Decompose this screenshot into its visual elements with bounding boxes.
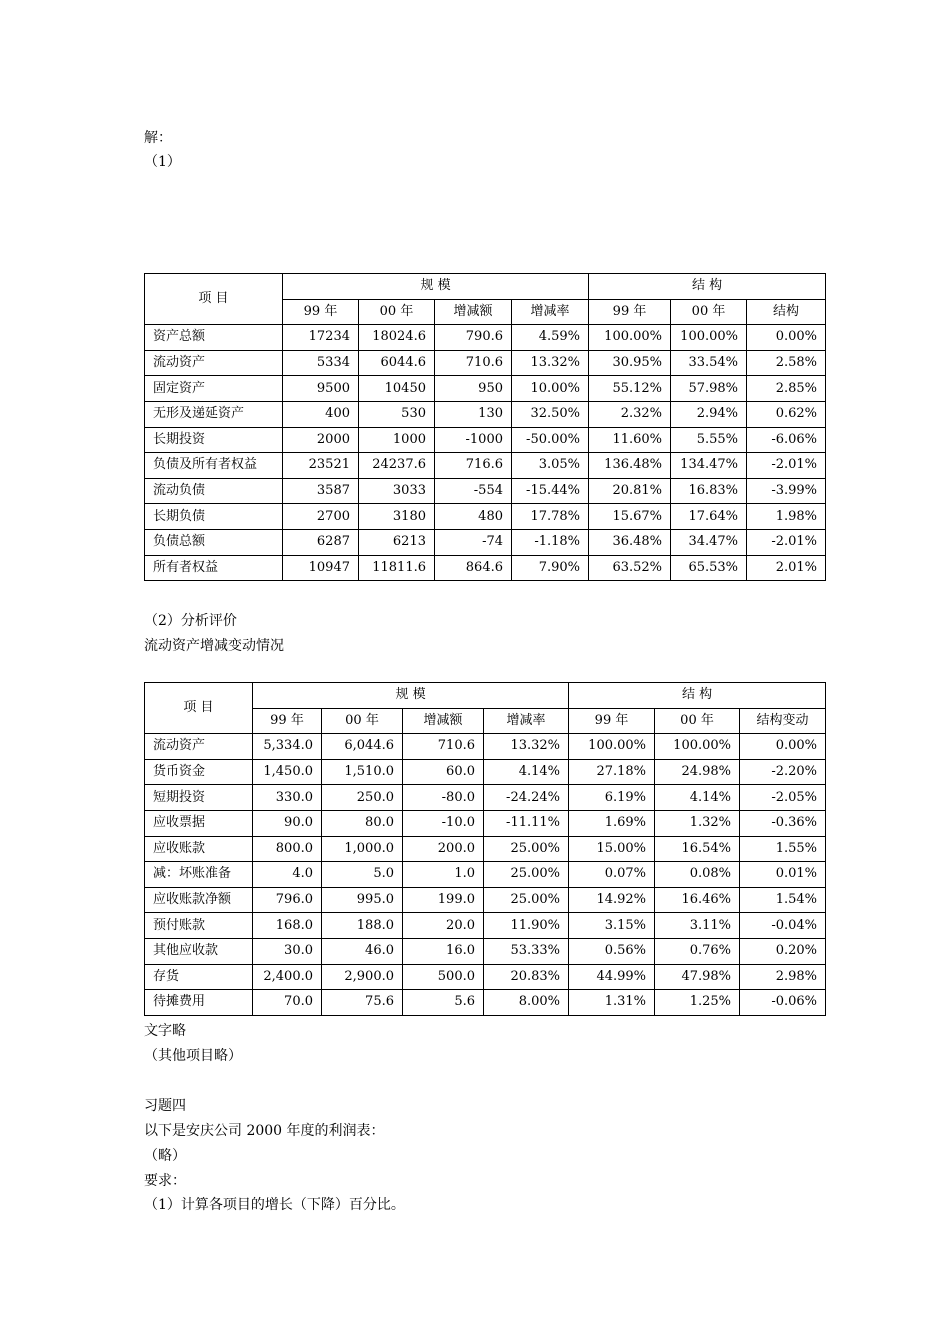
table-row xyxy=(145,990,826,1016)
value-cell: 17.78% xyxy=(512,504,589,530)
value-cell: -2.01% xyxy=(747,529,826,555)
value-cell: 20.0 xyxy=(403,913,484,939)
value-cell: 1,000.0 xyxy=(322,836,403,862)
table-row xyxy=(145,734,826,760)
row-label: 长期投资 xyxy=(145,427,283,453)
value-cell: -1.18% xyxy=(512,529,589,555)
value-cell: 7.90% xyxy=(512,555,589,581)
value-cell: 530 xyxy=(359,401,435,427)
value-cell: 44.99% xyxy=(569,964,655,990)
value-cell: 100.00% xyxy=(671,325,747,351)
value-cell: 1.55% xyxy=(740,836,826,862)
value-cell: 80.0 xyxy=(322,810,403,836)
row-label: 流动负债 xyxy=(145,478,283,504)
value-cell: -0.06% xyxy=(740,990,826,1016)
table-row xyxy=(145,504,826,530)
value-cell: 5.0 xyxy=(322,862,403,888)
value-cell: 0.62% xyxy=(747,401,826,427)
value-cell: -0.04% xyxy=(740,913,826,939)
value-cell: -3.99% xyxy=(747,478,826,504)
exercise-title: 习题四 xyxy=(144,1098,186,1114)
value-cell: 130 xyxy=(435,401,512,427)
balance-structure-table xyxy=(144,273,826,581)
column-header: 99 年 xyxy=(253,708,322,734)
value-cell: 10947 xyxy=(283,555,359,581)
solution-label: 解： xyxy=(144,130,172,146)
value-cell: 17234 xyxy=(283,325,359,351)
column-header: 99 年 xyxy=(283,299,359,325)
scale-header: 规 模 xyxy=(283,274,589,300)
value-cell: 23521 xyxy=(283,453,359,479)
table-row xyxy=(145,964,826,990)
value-cell: 34.47% xyxy=(671,529,747,555)
column-header: 00 年 xyxy=(322,708,403,734)
table-row xyxy=(145,350,826,376)
value-cell: 1,450.0 xyxy=(253,759,322,785)
value-cell: 55.12% xyxy=(589,376,671,402)
table-row xyxy=(145,887,826,913)
row-label: 减：坏账准备 xyxy=(145,862,253,888)
row-label: 待摊费用 xyxy=(145,990,253,1016)
value-cell: 500.0 xyxy=(403,964,484,990)
value-cell: -24.24% xyxy=(484,785,569,811)
value-cell: 32.50% xyxy=(512,401,589,427)
value-cell: 4.0 xyxy=(253,862,322,888)
requirement-1: （1）计算各项目的增长（下降）百分比。 xyxy=(144,1197,405,1213)
value-cell: 2000 xyxy=(283,427,359,453)
column-header: 结构 xyxy=(747,299,826,325)
value-cell: 6,044.6 xyxy=(322,734,403,760)
row-label: 存货 xyxy=(145,964,253,990)
value-cell: 2.85% xyxy=(747,376,826,402)
column-header: 00 年 xyxy=(359,299,435,325)
value-cell: 4.59% xyxy=(512,325,589,351)
value-cell: 864.6 xyxy=(435,555,512,581)
value-cell: 3180 xyxy=(359,504,435,530)
value-cell: 1.25% xyxy=(655,990,740,1016)
value-cell: 1.31% xyxy=(569,990,655,1016)
value-cell: 90.0 xyxy=(253,810,322,836)
section2-subtitle: 流动资产增减变动情况 xyxy=(144,638,284,654)
value-cell: 9500 xyxy=(283,376,359,402)
value-cell: 0.00% xyxy=(740,734,826,760)
value-cell: 4.14% xyxy=(484,759,569,785)
column-header: 增减额 xyxy=(435,299,512,325)
value-cell: 10450 xyxy=(359,376,435,402)
table-row xyxy=(145,478,826,504)
text-omitted: 文字略 xyxy=(144,1023,186,1039)
value-cell: 400 xyxy=(283,401,359,427)
value-cell: 716.6 xyxy=(435,453,512,479)
value-cell: 2.94% xyxy=(671,401,747,427)
table-body xyxy=(145,734,826,1016)
row-label: 资产总额 xyxy=(145,325,283,351)
value-cell: 995.0 xyxy=(322,887,403,913)
row-label: 预付账款 xyxy=(145,913,253,939)
value-cell: 30.0 xyxy=(253,938,322,964)
value-cell: 6044.6 xyxy=(359,350,435,376)
omitted-note: （略） xyxy=(144,1148,186,1164)
value-cell: 2,400.0 xyxy=(253,964,322,990)
table-row xyxy=(145,913,826,939)
value-cell: 5.6 xyxy=(403,990,484,1016)
value-cell: -2.05% xyxy=(740,785,826,811)
column-header: 增减率 xyxy=(512,299,589,325)
column-header: 99 年 xyxy=(589,299,671,325)
value-cell: 1000 xyxy=(359,427,435,453)
table-row xyxy=(145,836,826,862)
value-cell: -1000 xyxy=(435,427,512,453)
value-cell: 3033 xyxy=(359,478,435,504)
row-label: 所有者权益 xyxy=(145,555,283,581)
table-row xyxy=(145,453,826,479)
table-row xyxy=(145,938,826,964)
value-cell: 0.08% xyxy=(655,862,740,888)
value-cell: 3587 xyxy=(283,478,359,504)
value-cell: 15.00% xyxy=(569,836,655,862)
value-cell: 2700 xyxy=(283,504,359,530)
part1-label: （1） xyxy=(144,154,181,170)
value-cell: -74 xyxy=(435,529,512,555)
table-row xyxy=(145,555,826,581)
row-label: 固定资产 xyxy=(145,376,283,402)
value-cell: 10.00% xyxy=(512,376,589,402)
row-label: 应收账款净额 xyxy=(145,887,253,913)
value-cell: -10.0 xyxy=(403,810,484,836)
structure-header: 结 构 xyxy=(569,683,826,709)
row-label: 长期负债 xyxy=(145,504,283,530)
value-cell: 1.32% xyxy=(655,810,740,836)
value-cell: 796.0 xyxy=(253,887,322,913)
value-cell: -2.20% xyxy=(740,759,826,785)
item-header: 项 目 xyxy=(145,274,283,325)
value-cell: 53.33% xyxy=(484,938,569,964)
value-cell: 27.18% xyxy=(569,759,655,785)
requirement-label: 要求： xyxy=(144,1173,186,1189)
value-cell: 18024.6 xyxy=(359,325,435,351)
value-cell: 200.0 xyxy=(403,836,484,862)
value-cell: 15.67% xyxy=(589,504,671,530)
table-row xyxy=(145,325,826,351)
other-items-omitted: （其他项目略） xyxy=(144,1048,242,1064)
value-cell: 16.0 xyxy=(403,938,484,964)
value-cell: 11.60% xyxy=(589,427,671,453)
table-body xyxy=(145,325,826,581)
value-cell: 480 xyxy=(435,504,512,530)
value-cell: 5.55% xyxy=(671,427,747,453)
row-label: 流动资产 xyxy=(145,350,283,376)
value-cell: 16.54% xyxy=(655,836,740,862)
value-cell: 0.76% xyxy=(655,938,740,964)
row-label: 负债及所有者权益 xyxy=(145,453,283,479)
value-cell: -2.01% xyxy=(747,453,826,479)
table-row xyxy=(145,810,826,836)
row-label: 负债总额 xyxy=(145,529,283,555)
table-row xyxy=(145,529,826,555)
value-cell: 710.6 xyxy=(403,734,484,760)
row-label: 货币资金 xyxy=(145,759,253,785)
column-header: 增减率 xyxy=(484,708,569,734)
value-cell: 20.81% xyxy=(589,478,671,504)
value-cell: 25.00% xyxy=(484,887,569,913)
value-cell: 47.98% xyxy=(655,964,740,990)
value-cell: 3.05% xyxy=(512,453,589,479)
value-cell: 25.00% xyxy=(484,862,569,888)
value-cell: -15.44% xyxy=(512,478,589,504)
column-header: 00 年 xyxy=(671,299,747,325)
table-row xyxy=(145,862,826,888)
value-cell: 2.32% xyxy=(589,401,671,427)
value-cell: 70.0 xyxy=(253,990,322,1016)
value-cell: 20.83% xyxy=(484,964,569,990)
value-cell: 168.0 xyxy=(253,913,322,939)
value-cell: 13.32% xyxy=(484,734,569,760)
column-header: 增减额 xyxy=(403,708,484,734)
value-cell: 188.0 xyxy=(322,913,403,939)
value-cell: 16.83% xyxy=(671,478,747,504)
structure-header: 结 构 xyxy=(589,274,826,300)
value-cell: 199.0 xyxy=(403,887,484,913)
value-cell: -50.00% xyxy=(512,427,589,453)
value-cell: 250.0 xyxy=(322,785,403,811)
value-cell: 1,510.0 xyxy=(322,759,403,785)
value-cell: 13.32% xyxy=(512,350,589,376)
value-cell: 14.92% xyxy=(569,887,655,913)
table-row xyxy=(145,401,826,427)
value-cell: 1.98% xyxy=(747,504,826,530)
value-cell: 2.98% xyxy=(740,964,826,990)
value-cell: 710.6 xyxy=(435,350,512,376)
value-cell: 63.52% xyxy=(589,555,671,581)
row-label: 短期投资 xyxy=(145,785,253,811)
value-cell: 75.6 xyxy=(322,990,403,1016)
value-cell: 1.54% xyxy=(740,887,826,913)
value-cell: -0.36% xyxy=(740,810,826,836)
value-cell: 0.56% xyxy=(569,938,655,964)
value-cell: 3.15% xyxy=(569,913,655,939)
value-cell: 790.6 xyxy=(435,325,512,351)
value-cell: 30.95% xyxy=(589,350,671,376)
row-label: 应收票据 xyxy=(145,810,253,836)
value-cell: 0.20% xyxy=(740,938,826,964)
current-assets-table xyxy=(144,682,826,1016)
value-cell: 0.07% xyxy=(569,862,655,888)
row-label: 无形及递延资产 xyxy=(145,401,283,427)
column-header: 00 年 xyxy=(655,708,740,734)
scale-header: 规 模 xyxy=(253,683,569,709)
value-cell: -80.0 xyxy=(403,785,484,811)
value-cell: 134.47% xyxy=(671,453,747,479)
value-cell: 33.54% xyxy=(671,350,747,376)
section2-title: （2）分析评价 xyxy=(144,613,237,629)
value-cell: 330.0 xyxy=(253,785,322,811)
value-cell: 100.00% xyxy=(589,325,671,351)
value-cell: 11811.6 xyxy=(359,555,435,581)
value-cell: 4.14% xyxy=(655,785,740,811)
table-row xyxy=(145,376,826,402)
column-header: 99 年 xyxy=(569,708,655,734)
value-cell: 60.0 xyxy=(403,759,484,785)
row-label: 应收账款 xyxy=(145,836,253,862)
value-cell: 25.00% xyxy=(484,836,569,862)
value-cell: 5,334.0 xyxy=(253,734,322,760)
value-cell: 136.48% xyxy=(589,453,671,479)
row-label: 其他应收款 xyxy=(145,938,253,964)
value-cell: -11.11% xyxy=(484,810,569,836)
value-cell: 0.00% xyxy=(747,325,826,351)
value-cell: 36.48% xyxy=(589,529,671,555)
value-cell: 24237.6 xyxy=(359,453,435,479)
value-cell: 6213 xyxy=(359,529,435,555)
value-cell: 57.98% xyxy=(671,376,747,402)
value-cell: -554 xyxy=(435,478,512,504)
value-cell: 6287 xyxy=(283,529,359,555)
value-cell: 2.58% xyxy=(747,350,826,376)
value-cell: -6.06% xyxy=(747,427,826,453)
value-cell: 950 xyxy=(435,376,512,402)
value-cell: 1.69% xyxy=(569,810,655,836)
exercise-intro: 以下是安庆公司 2000 年度的利润表： xyxy=(144,1123,385,1139)
table-row xyxy=(145,785,826,811)
value-cell: 3.11% xyxy=(655,913,740,939)
value-cell: 65.53% xyxy=(671,555,747,581)
value-cell: 24.98% xyxy=(655,759,740,785)
item-header: 项 目 xyxy=(145,683,253,734)
value-cell: 0.01% xyxy=(740,862,826,888)
value-cell: 46.0 xyxy=(322,938,403,964)
value-cell: 100.00% xyxy=(655,734,740,760)
table-row xyxy=(145,759,826,785)
value-cell: 100.00% xyxy=(569,734,655,760)
value-cell: 16.46% xyxy=(655,887,740,913)
value-cell: 800.0 xyxy=(253,836,322,862)
value-cell: 11.90% xyxy=(484,913,569,939)
table-row xyxy=(145,427,826,453)
value-cell: 2.01% xyxy=(747,555,826,581)
value-cell: 6.19% xyxy=(569,785,655,811)
value-cell: 2,900.0 xyxy=(322,964,403,990)
column-header: 结构变动 xyxy=(740,708,826,734)
value-cell: 1.0 xyxy=(403,862,484,888)
row-label: 流动资产 xyxy=(145,734,253,760)
value-cell: 17.64% xyxy=(671,504,747,530)
value-cell: 8.00% xyxy=(484,990,569,1016)
value-cell: 5334 xyxy=(283,350,359,376)
